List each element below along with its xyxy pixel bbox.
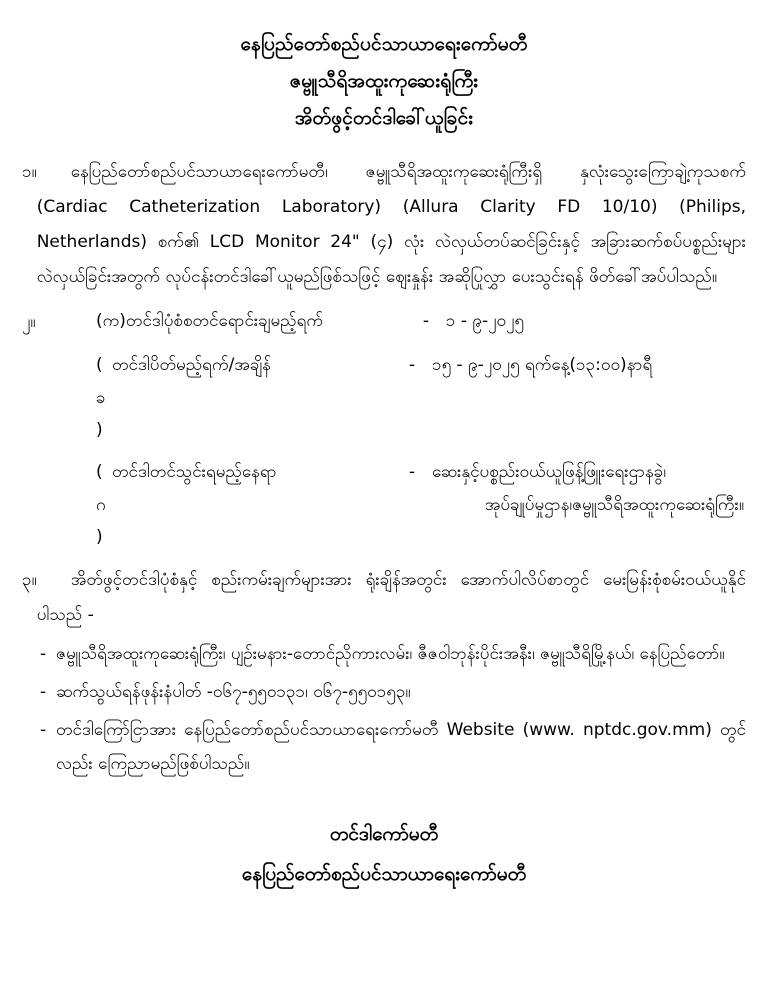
- bullet-text-website: တင်ဒါကြော်ငြာအား နေပြည်တော်စည်ပင်သာယာရေးကော်မတီ Website (www. nptdc.gov.mm) တွင်လည်း ကြေညာမည်ဖြစ်ပါသည်။: [56, 719, 746, 774]
- item-marker-ga: ( ဂ ): [96, 462, 106, 547]
- bullet-dash-1: -: [40, 643, 47, 664]
- item-dash-3: -: [408, 462, 416, 483]
- item-dash-2: -: [408, 355, 416, 376]
- item-value-tender-close-date: ၁၅ - ၉-၂၀၂၅ ရက်နေ့(၁၃:၀၀)နာရီ: [432, 355, 653, 376]
- item-dash-1: -: [422, 310, 429, 331]
- title-line-3: အိတ်ဖွင့်တင်ဒါခေါ်ယူခြင်း: [294, 107, 474, 130]
- paragraph-3-number: ၃။: [22, 570, 37, 591]
- paragraph-1-text: နေပြည်တော်စည်ပင်သာယာရေးကော်မတီ၊ ဇမ္ဗူသီရိအထူးကုဆေးရုံကြီးရှိ နှလုံးသွေးကြောချဲ့ကုသစက် (Cardiac Catheterization Laboratory) (Allura Clarity FD 10/10) (Philips, Netherlands) စက်၏ LCD Monitor 24" (၄) လုံး လဲလှယ်တပ်ဆင်ခြင်းနှင့် အခြားဆက်စပ်ပစ္စည်းများလဲလှယ်ခြင်းအတွက် လုပ်ငန်းတင်ဒါခေါ်ယူမည်ဖြစ်သဖြင့် ဈေးနှုန်း အဆိုပြုလွှာ ပေးသွင်းရန် ဖိတ်ခေါ်အပ်ပါသည်။: [36, 162, 746, 287]
- item-label-submission-place: တင်ဒါတင်သွင်းရမည့်နေရာ: [112, 462, 277, 483]
- paragraph-2-number: ၂။: [22, 311, 36, 332]
- paragraph-1: [22, 155, 746, 294]
- bullet-item-phone: [22, 675, 746, 709]
- document-footer: [22, 815, 746, 895]
- item-value-submission-place: [432, 456, 746, 521]
- paragraph-2-item-2: [22, 349, 746, 446]
- bullet-dash-2: -: [40, 681, 47, 702]
- paragraph-2: [22, 305, 746, 554]
- paragraph-3: [22, 563, 746, 633]
- footer-line-committee: တင်ဒါကော်မတီ: [329, 822, 439, 845]
- item-marker-ka: (က): [96, 310, 126, 331]
- bullet-dash-3: -: [40, 719, 47, 740]
- paragraph-2-item-1: [22, 305, 746, 340]
- contact-bullet-list: [22, 637, 746, 781]
- paragraph-1-text-wrap: [37, 155, 746, 294]
- title-line-2: ဇမ္ဗူသီရိအထူးကုဆေးရုံကြီး: [289, 70, 479, 93]
- item-value-submission-place-line1: ဆေးနှင့်ပစ္စည်းဝယ်ယူဖြန့်ဖြူးရေးဌာနခွဲ၊: [432, 462, 667, 483]
- bullet-item-website: [22, 713, 746, 781]
- footer-line-organization: နေပြည်တော်စည်ပင်သာယာရေးကော်မတီ: [241, 862, 527, 885]
- bullet-text-phone: ဆက်သွယ်ရန်ဖုန်းနံပါတ် -၀၆၇-၅၅၀၁၃၁၊ ၀၆၇-၅၅၀၁၅၃။: [56, 681, 411, 702]
- item-label-tender-close-date: တင်ဒါပိတ်မည့်ရက်/အချိန်: [112, 355, 271, 376]
- item-marker-kha: ( ခ ): [96, 355, 106, 440]
- title-line-1: နေပြည်တော်စည်ပင်သာယာရေးကော်မတီ: [240, 33, 528, 55]
- paragraph-3-text: အိတ်ဖွင့်တင်ဒါပုံစံနှင့် စည်းကမ်းချက်များအား ရုံးချိန်အတွင်း အောက်ပါလိပ်စာတွင် မေးမြန်းစုံစမ်းဝယ်ယူနိုင်ပါသည် -: [36, 570, 746, 625]
- item-value-submission-place-line2: အုပ်ချုပ်မှုဌာန၊ဇမ္ဗူသီရိအထူးကုဆေးရုံကြီး။: [484, 494, 744, 515]
- document-title-block: [22, 26, 746, 137]
- bullet-item-address: [22, 637, 746, 671]
- paragraph-3-text-wrap: [37, 563, 746, 633]
- paragraph-1-number: ၁။: [22, 162, 37, 183]
- item-label-tender-sale-date: တင်ဒါပုံစံစတင်ရောင်းချမည့်ရက်: [125, 310, 324, 331]
- paragraph-2-item-3: [22, 456, 746, 553]
- item-value-tender-sale-date: ၁ - ၉-၂၀၂၅: [445, 310, 524, 331]
- bullet-text-address: ဇမ္ဗူသီရိအထူးကုဆေးရုံကြီး၊ ပျဉ်းမနား-တောင်ညိုကားလမ်း၊ ဇီဇဝါဘုန်းပိုင်းအနီး၊ ဇမ္ဗူသီရိမြို့နယ်၊ နေပြည်တော်။: [56, 643, 725, 664]
